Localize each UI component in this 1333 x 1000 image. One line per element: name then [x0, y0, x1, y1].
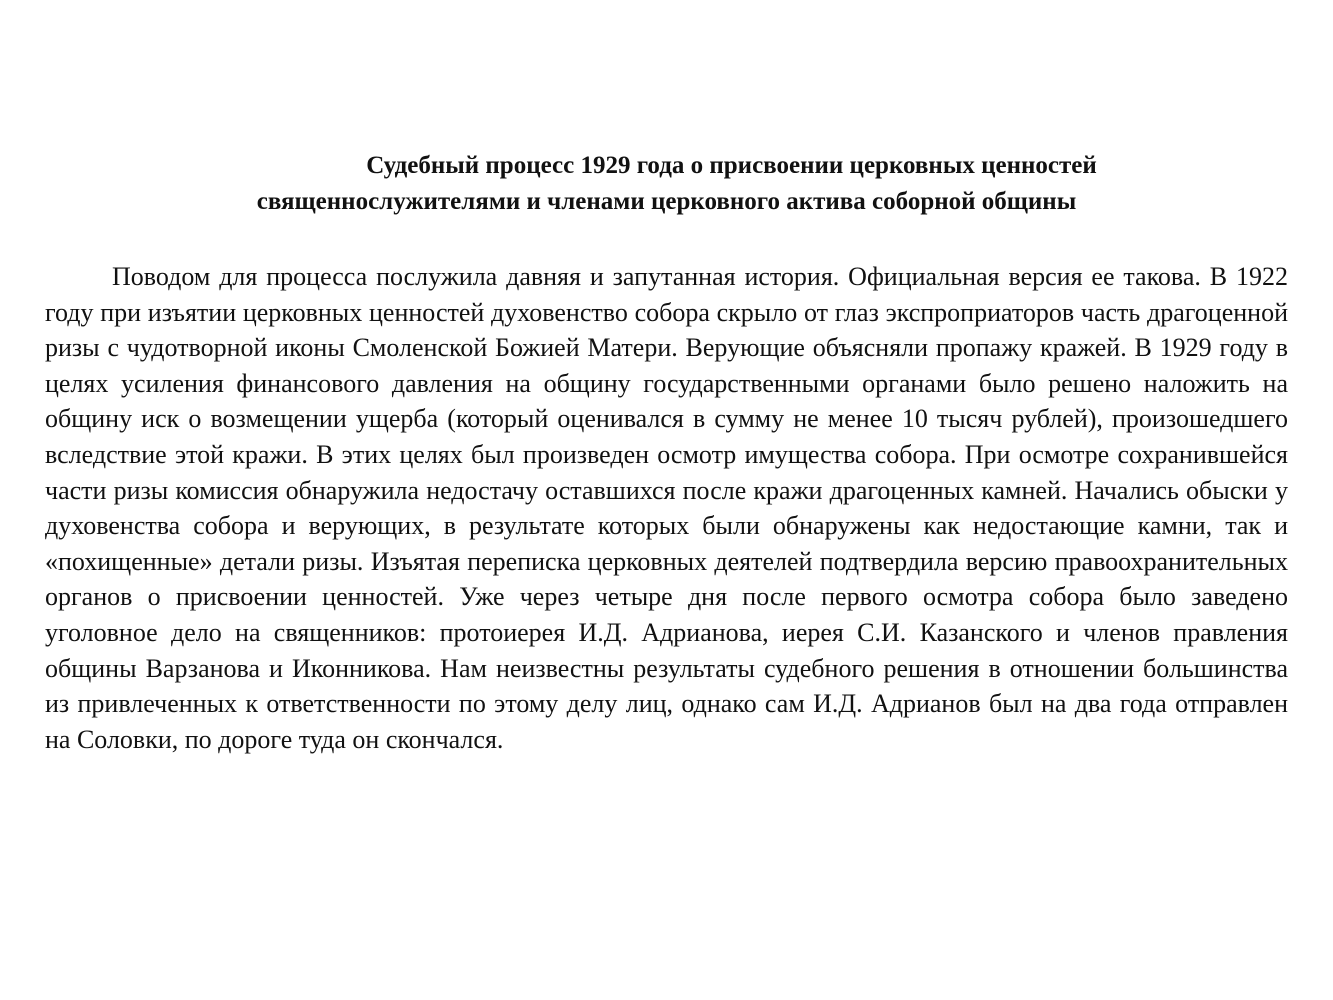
title-line-1: Судебный процесс 1929 года о присвоении церковных ценностей: [366, 152, 1097, 179]
title-line-2: священнослужителями и членами церковного актива соборной общины: [256, 188, 1077, 215]
document-page: [45, 148, 1288, 757]
document-title: [45, 148, 1288, 220]
body-paragraph: Поводом для процесса послужила давняя и запутанная история. Официальная версия ее такова. В 1922 году при изъятии церковных ценностей духовенство собора скрыло от глаз экспроприаторов часть драгоценной ризы с чудотворной иконы Смоленской Божией Матери. Верующие объясняли пропажу кражей. В 1929 году в целях усиления финансового давления на общину государственными органами было решено наложить на общину иск о возмещении ущерба (который оценивался в сумму не менее 10 тысяч рублей), произошедшего вследствие этой кражи. В этих целях был произведен осмотр имущества собора. При осмотре сохранившейся части ризы комиссия обнаружила недостачу оставшихся после кражи драгоценных камней. Начались обыски у духовенства собора и верующих, в результате которых были обнаружены как недостающие камни, так и «похищенные» детали ризы. Изъятая переписка церковных деятелей подтвердила версию правоохранительных органов о присвоении ценностей. Уже через четыре дня после первого осмотра собора было заведено уголовное дело на священников: протоиерея И.Д. Адрианова, иерея С.И. Казанского и членов правления общины Варзанова и Иконникова. Нам неизвестны результаты судебного решения в отношении большинства из привлеченных к ответственности по этому делу лиц, однако сам И.Д. Адрианов был на два года отправлен на Соловки, по дороге туда он скончался.: [45, 262, 1288, 754]
